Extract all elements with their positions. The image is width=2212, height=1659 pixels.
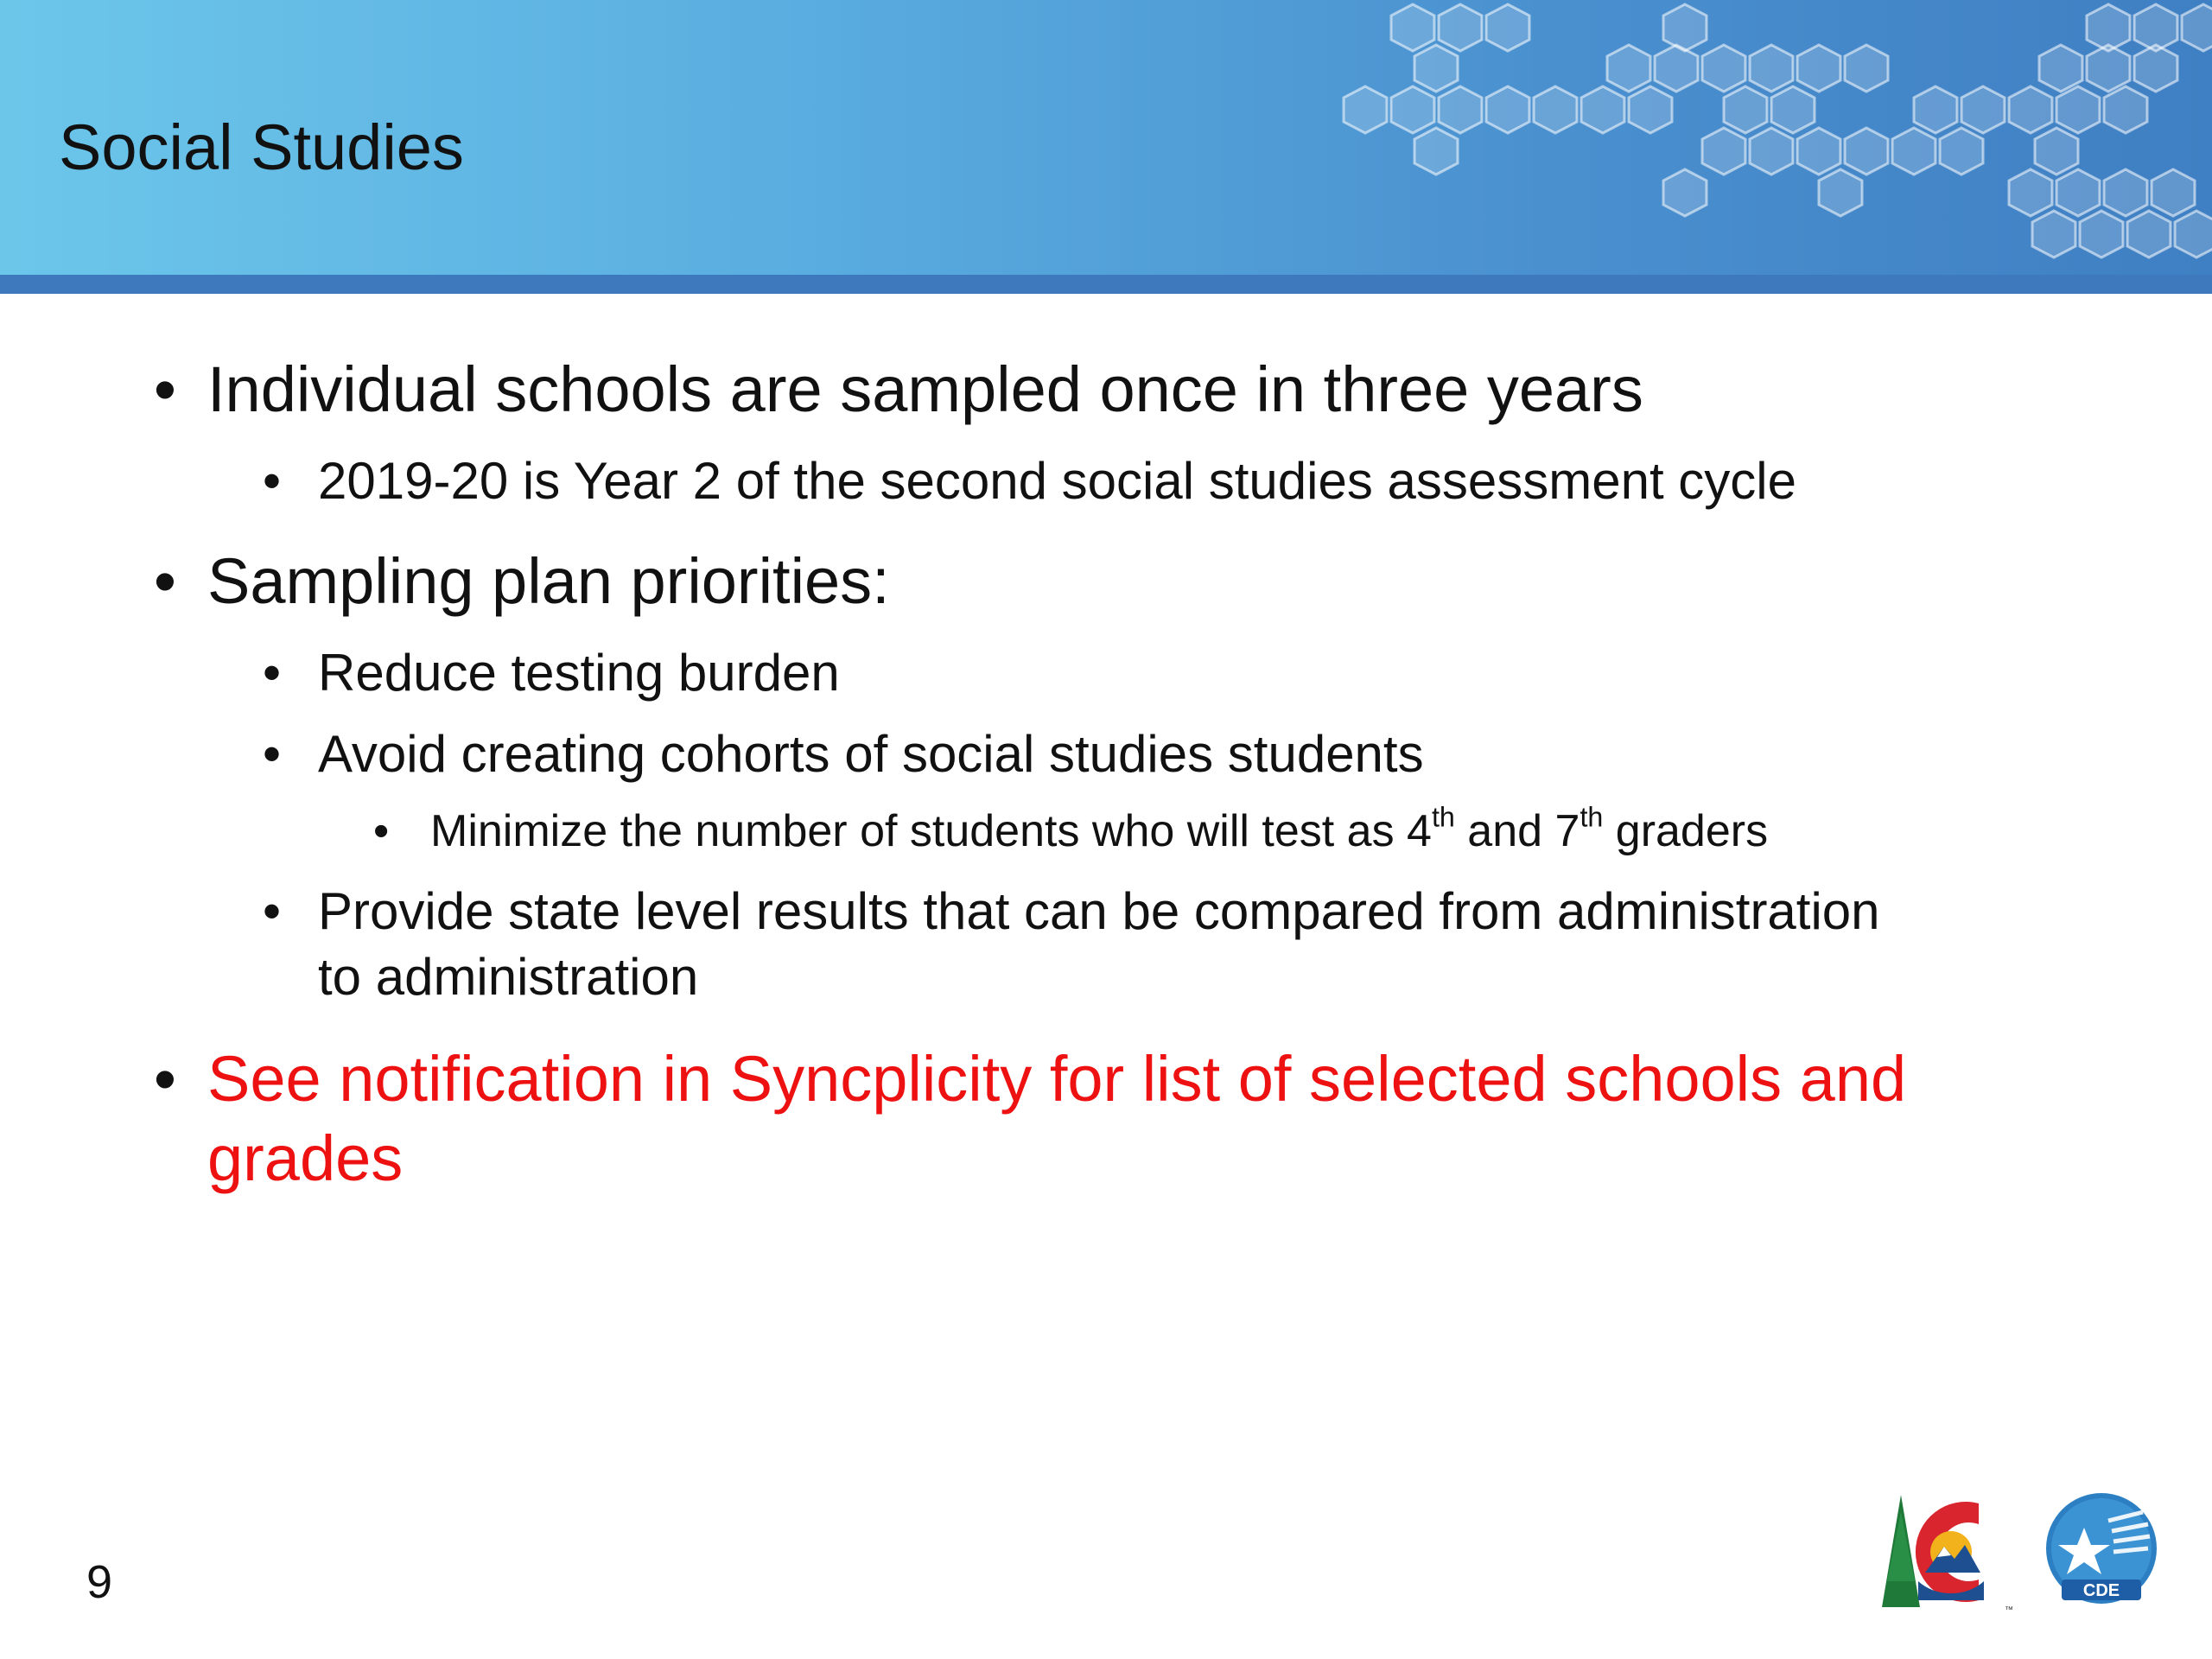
slide-title: Social Studies xyxy=(59,111,464,183)
bullet-3-text-line-2: grades xyxy=(207,1122,404,1194)
logos-group xyxy=(1875,1486,2169,1616)
bullet-3-text-line-1: See notification in Syncplicity for list of selected schools and xyxy=(207,1043,1907,1115)
bullet-2-sub-3-text-line-2: to administration xyxy=(318,948,699,1006)
cde-logo-icon xyxy=(2046,1493,2157,1604)
bullet-dot-icon: • xyxy=(263,725,282,783)
bullet-dot-icon: • xyxy=(154,545,176,617)
bullet-dot-icon: • xyxy=(263,452,282,510)
bullet-2-sub-1-text: Reduce testing burden xyxy=(318,644,840,702)
page-number: 9 xyxy=(86,1556,113,1608)
bullet-1-text: Individual schools are sampled once in three years xyxy=(207,353,1643,425)
bullet-1-sub-1-text: 2019-20 is Year 2 of the second social studies assessment cycle xyxy=(318,452,1796,510)
bullet-dot-icon: • xyxy=(263,644,282,702)
cde-logo-text: CDE xyxy=(2082,1581,2120,1600)
bullet-2-sub-2-text: Avoid creating cohorts of social studies students xyxy=(318,725,1424,783)
colorado-logo-icon xyxy=(1882,1495,1984,1607)
bullet-2-text: Sampling plan priorities: xyxy=(207,545,890,617)
trademark-mark: ™ xyxy=(2005,1605,2013,1615)
bullet-dot-icon: • xyxy=(154,1043,176,1115)
bullet-dot-icon: • xyxy=(263,882,282,940)
bullet-dot-icon: • xyxy=(154,353,176,425)
bullet-dot-icon: • xyxy=(373,806,390,856)
bullet-2-sub-2-sub-1-text: Minimize the number of students who will test as 4th and 7th graders xyxy=(430,801,1769,856)
bullet-2-sub-3-text-line-1: Provide state level results that can be compared from administration xyxy=(318,882,1880,940)
